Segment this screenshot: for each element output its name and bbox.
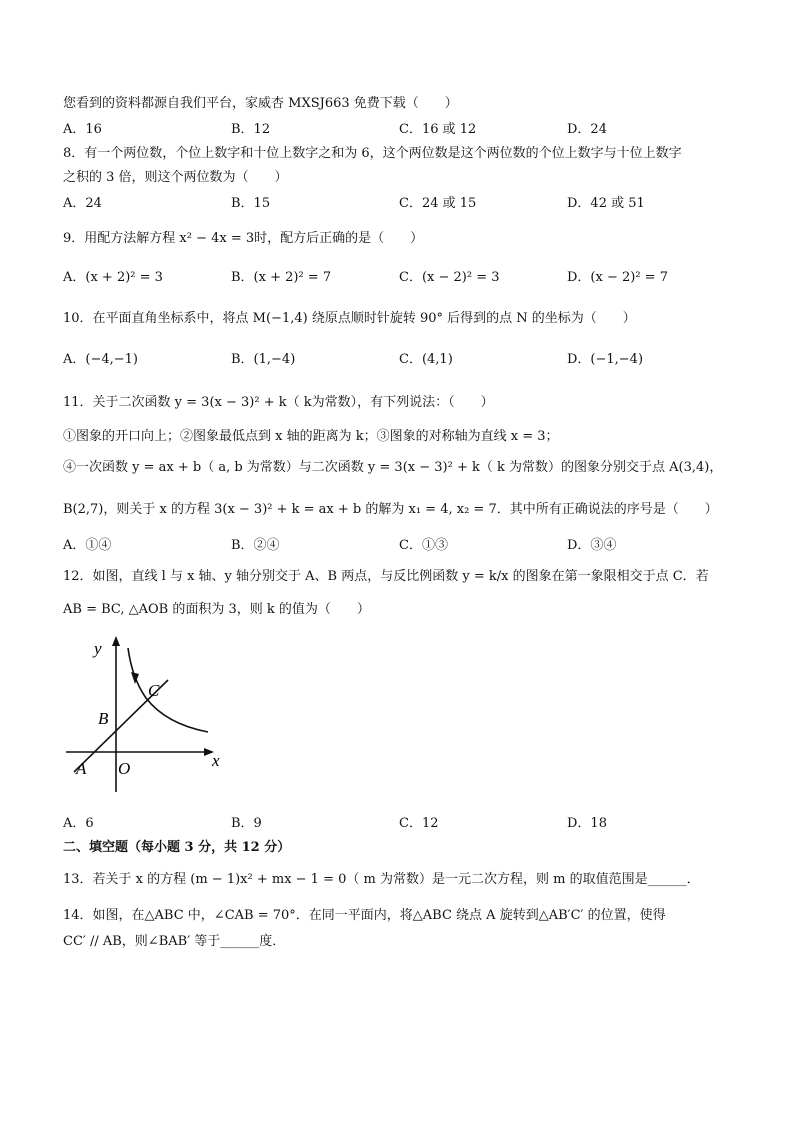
- q8-option-c: C．24 或 15: [399, 196, 477, 211]
- q11-option-d: D．③④: [567, 538, 617, 553]
- q8-option-d: D．42 或 51: [567, 196, 645, 211]
- q12-option-a: A．6: [63, 816, 94, 831]
- q14-stem-line2: CC′ // AB，则∠BAB′ 等于______度．: [63, 934, 286, 949]
- q9-option-b: B．(x + 2)² = 7: [231, 270, 332, 285]
- q8-stem-line2: 之积的 3 倍，则这个两位数为（ ）: [63, 170, 288, 185]
- q12-figure: [62, 632, 232, 802]
- label-b: B: [98, 709, 109, 728]
- label-c: C: [148, 681, 160, 700]
- q13-stem: 13．若关于 x 的方程 (m − 1)x² + mx − 1 = 0（ m 为常数）是一元二次方程，则 m 的取值范围是______．: [63, 872, 700, 887]
- q9-option-d: D．(x − 2)² = 7: [567, 270, 668, 285]
- y-axis-arrow: [112, 636, 120, 646]
- q8-option-a: A．24: [63, 196, 102, 211]
- q12-stem-line1: 12．如图，直线 l 与 x 轴、y 轴分别交于 A、B 两点，与反比例函数 y = k/x 的图象在第一象限相交于点 C．若: [63, 569, 709, 584]
- q12-option-c: C．12: [399, 816, 439, 831]
- q9-option-a: A．(x + 2)² = 3: [63, 270, 163, 285]
- section-2-heading: 二、填空题（每小题 3 分，共 12 分）: [63, 840, 291, 855]
- q10-option-d: D．(−1,−4): [567, 352, 644, 367]
- q7-option-b: B．12: [231, 122, 271, 137]
- q11-option-a: A．①④: [63, 538, 112, 553]
- q8-option-b: B．15: [231, 196, 271, 211]
- label-y: y: [94, 639, 102, 658]
- q7-option-a: A．16: [63, 122, 102, 137]
- q9-stem: 9．用配方法解方程 x² − 4x = 3时，配方后正确的是（ ）: [63, 231, 424, 246]
- q8-stem-line1: 8．有一个两位数，个位上数字和十位上数字之和为 6，这个两位数是这个两位数的个位上数字与十位上数字: [63, 146, 682, 161]
- q11-statement-3: B(2,7)，则关于 x 的方程 3(x − 3)² + k = ax + b 的解为 x₁ = 4, x₂ = 7．其中所有正确说法的序号是（ ）: [63, 502, 718, 517]
- q14-stem-line1: 14．如图，在△ABC 中，∠CAB = 70°．在同一平面内，将△ABC 绕点 A 旋转到△AB′C′ 的位置，使得: [63, 908, 666, 923]
- q7-option-c: C．16 或 12: [399, 122, 477, 137]
- q10-option-a: A．(−4,−1): [63, 352, 138, 367]
- q12-option-d: D．18: [567, 816, 607, 831]
- q11-statement-1: ①图象的开口向上；②图象最低点到 x 轴的距离为 k；③图象的对称轴为直线 x = 3；: [63, 429, 559, 444]
- q11-statement-2: ④一次函数 y = ax + b（ a, b 为常数）与二次函数 y = 3(x − 3)² + k（ k 为常数）的图象分别交于点 A(3,4)，: [63, 460, 723, 475]
- hyperbola-curve: [128, 648, 208, 732]
- q11-stem: 11．关于二次函数 y = 3(x − 3)² + k（ k为常数），有下列说法：（ ）: [63, 395, 494, 410]
- q12-stem-line2: AB = BC, △AOB 的面积为 3，则 k 的值为（ ）: [63, 602, 370, 617]
- q7-option-d: D．24: [567, 122, 607, 137]
- q7-stem: 您看到的资料都源自我们平台，家威杏 MXSJ663 免费下载（ ）: [63, 96, 458, 111]
- q11-option-b: B．②④: [231, 538, 280, 553]
- q10-option-c: C．(4,1): [399, 352, 453, 367]
- label-x: x: [212, 751, 220, 770]
- label-o: O: [118, 759, 131, 778]
- q10-option-b: B．(1,−4): [231, 352, 296, 367]
- q9-option-c: C．(x − 2)² = 3: [399, 270, 500, 285]
- q12-option-b: B．9: [231, 816, 262, 831]
- label-a: A: [76, 759, 87, 778]
- q11-option-c: C．①③: [399, 538, 448, 553]
- q10-stem: 10．在平面直角坐标系中，将点 M(−1,4) 绕原点顺时针旋转 90° 后得到的点 N 的坐标为（ ）: [63, 311, 636, 326]
